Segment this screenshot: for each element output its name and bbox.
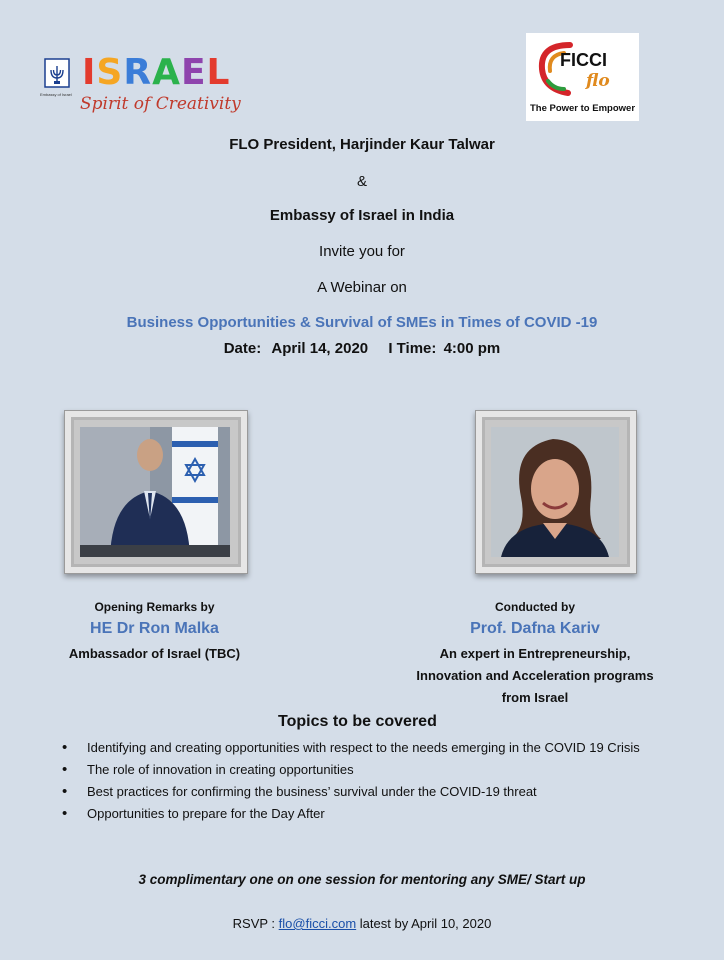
flo-wordmark: flo [586, 71, 610, 91]
date-label: Date: [223, 340, 262, 357]
speaker-photo-right [491, 427, 619, 557]
invite-line: Invite you for [319, 243, 405, 260]
left-speaker-name: HE Dr Ron Malka [90, 620, 219, 637]
date-value: April 14, 2020 [271, 340, 369, 357]
ficci-flo-logo [526, 33, 639, 121]
webinar-title: Business Opportunities & Survival of SMEs in Times of COVID -19 [126, 314, 598, 331]
emblem-caption: Embassy of Israel [40, 92, 72, 97]
left-speaker-role: Opening Remarks by [94, 600, 215, 614]
rsvp-label: RSVP : [232, 916, 276, 931]
right-speaker-desc-1: An expert in Entrepreneurship, [439, 646, 631, 661]
embassy-line: Embassy of Israel in India [269, 207, 455, 224]
speaker-photo-right-frame [475, 410, 637, 574]
israel-wordmark-letter: E [180, 52, 207, 93]
host-line: FLO President, Harjinder Kaur Talwar [229, 136, 495, 153]
rsvp-deadline: latest by April 10, 2020 [359, 916, 492, 931]
speaker-photo-left-frame [64, 410, 248, 574]
date-time-line [0, 340, 724, 357]
time-value: 4:00 pm [443, 340, 501, 357]
rsvp-line [0, 916, 724, 931]
ampersand-line: & [356, 173, 367, 190]
israel-logo [40, 52, 270, 122]
left-speaker-title: Ambassador of Israel (TBC) [68, 646, 241, 661]
right-speaker-desc-2: Innovation and Acceleration programs [416, 668, 654, 683]
israel-wordmark-letter: L [206, 52, 231, 93]
israel-wordmark [82, 52, 231, 93]
list-item: • Identifying and creating opportunities with respect to the needs emerging in the COVID 19 Crisis [62, 737, 702, 759]
ficci-wordmark: FICCI [560, 50, 607, 70]
list-item: • Best practices for confirming the business’ survival under the COVID-19 threat [62, 781, 702, 803]
israel-wordmark-letter: I [82, 52, 97, 93]
time-label: I Time: [388, 340, 437, 357]
topics-list [62, 737, 702, 825]
webinar-line: A Webinar on [317, 279, 407, 296]
rsvp-email-link[interactable]: flo@ficci.com [278, 916, 357, 931]
right-speaker-name: Prof. Dafna Kariv [470, 620, 600, 637]
list-item: • Opportunities to prepare for the Day After [62, 803, 702, 825]
complimentary-note: 3 complimentary one on one session for mentoring any SME/ Start up [138, 872, 586, 887]
israel-tagline: Spirit of Creativity [80, 94, 241, 114]
israel-wordmark-letter: S [96, 52, 124, 93]
topics-title: Topics to be covered [278, 713, 437, 730]
right-speaker-desc-3: from Israel [501, 690, 569, 705]
ficci-tagline: The Power to Empower [529, 103, 636, 114]
menorah-emblem-icon [44, 58, 70, 88]
list-item: • The role of innovation in creating opportunities [62, 759, 702, 781]
israel-wordmark-letter: A [152, 52, 181, 93]
right-speaker-role: Conducted by [495, 600, 575, 614]
israel-wordmark-letter: R [123, 52, 153, 93]
speaker-photo-left [80, 427, 230, 557]
